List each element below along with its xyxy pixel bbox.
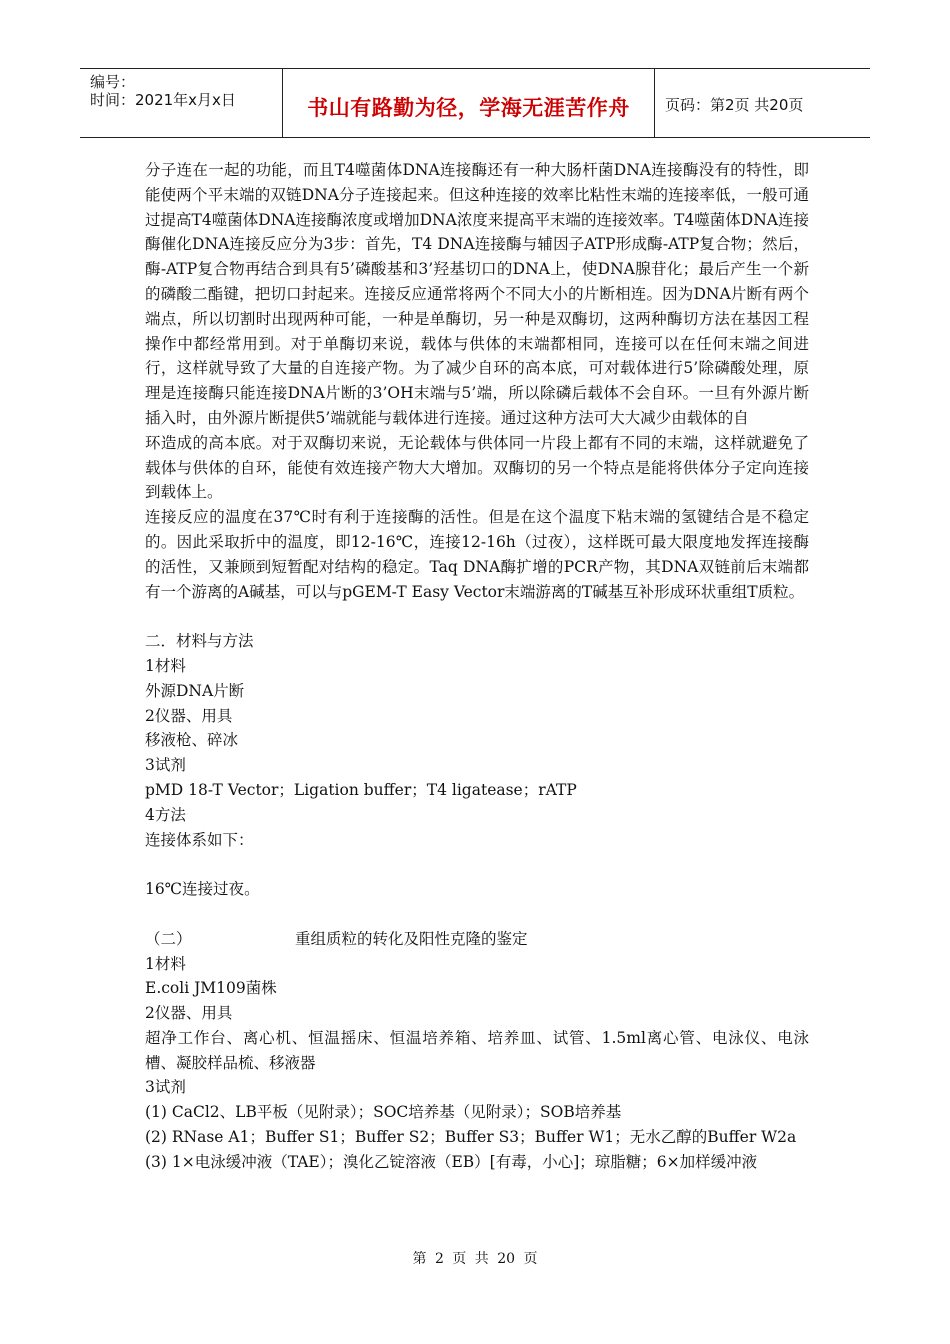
heading-instruments: 2仪器、用具 <box>145 706 233 725</box>
instruments-text-2: 超净工作台、离心机、恒温摇床、恒温培养箱、培养皿、试管、1.5ml离心管、电泳仪、电泳槽、凝胶样品梳、移液器 <box>145 1028 809 1072</box>
document-body <box>145 158 809 1175</box>
materials-text-2: E.coli JM109菌株 <box>145 979 277 998</box>
method-text: 连接体系如下： <box>145 830 254 849</box>
subsection-heading <box>145 927 809 952</box>
heading-method: 4方法 <box>145 805 186 824</box>
page-header <box>80 68 870 138</box>
reagents-text: pMD 18-T Vector；Ligation buffer；T4 ligatease；rATP <box>145 780 577 799</box>
heading-materials-2: 1材料 <box>145 954 186 973</box>
header-motto: 书山有路勤为径，学海无涯苦作舟 <box>307 96 630 120</box>
document-date-label: 时间：2021年x月x日 <box>90 91 236 109</box>
reagent-item-1: (1) CaCl2、LB平板（见附录）；SOC培养基（见附录）；SOB培养基 <box>145 1103 622 1122</box>
reagent-item-3: (3) 1×电泳缓冲液（TAE）；溴化乙锭溶液（EB）[有毒，小心]；琼脂糖；6×加样缓冲液 <box>145 1152 758 1171</box>
subsection-title: 重组质粒的转化及阳性克隆的鉴定 <box>295 929 528 948</box>
document-number-label: 编号： <box>90 73 136 91</box>
header-middle-cell <box>283 69 655 137</box>
section-title-materials-methods: 二．材料与方法 <box>145 632 254 651</box>
heading-materials: 1材料 <box>145 656 186 675</box>
body-paragraph-2: 环造成的高本底。对于双酶切来说，无论载体与供体同一片段上都有不同的末端，这样就避免了载体与供体的自环，能使有效连接产物大大增加。双酶切的另一个特点是能将供体分子定向连接到载体上。 <box>145 433 809 502</box>
header-right-cell <box>655 69 870 137</box>
body-paragraph-1: 分子连在一起的功能，而且T4噬菌体DNA连接酶还有一种大肠杆菌DNA连接酶没有的特性，即能使两个平末端的双链DNA分子连接起来。但这种连接的效率比粘性末端的连接率低，一般可通过提高T4噬菌体DNA连接酶浓度或增加DNA浓度来提高平末端的连接效率。T4噬菌体DNA连接酶催化DNA连接反应分为3步：首先，T4 DNA连接酶与辅因子ATP形成酶-ATP复合物；然后，酶-ATP复合物再结合到具有5’磷酸基和3’羟基切口的DNA上，使DNA腺苷化；最后产生一个新的磷酸二酯键，把切口封起来。连接反应通常将两个不同大小的片断相连。因为DNA片断有两个端点，所以切割时出现两种可能，一种是单酶切，另一种是双酶切，这两种酶切方法在基因工程操作中都经常用到。对于单酶切来说，载体与供体的末端都相同，连接可以在任何末端之间进行，这样就导致了大量的自连接产物。为了减少自环的高本底，可对载体进行5’除磷酸处理，原理是连接酶只能连接DNA片断的3’OH末端与5’端，所以除磷后载体不会自环。一旦有外源片断插入时，由外源片断提供5’端就能与载体进行连接。通过这种方法可大大减少由载体的自 <box>145 161 809 427</box>
heading-reagents-2: 3试剂 <box>145 1078 186 1097</box>
body-paragraph-3: 连接反应的温度在37℃时有利于连接酶的活性。但是在这个温度下粘末端的氢键结合是不稳定的。因此采取折中的温度，即12-16℃，连接12-16h（过夜），这样既可最大限度地发挥连接酶的活性，又兼顾到短暂配对结构的稳定。Taq DNA酶扩增的PCR产物，其DNA双链前后末端都有一个游离的A碱基，可以与pGEM-T Easy Vector末端游离的T碱基互补形成环状重组T质粒。 <box>145 508 809 601</box>
method-note: 16℃连接过夜。 <box>145 880 260 899</box>
heading-reagents: 3试剂 <box>145 756 186 775</box>
header-left-cell <box>80 69 283 137</box>
header-page-info: 页码：第2页 共20页 <box>665 96 804 114</box>
heading-instruments-2: 2仪器、用具 <box>145 1004 233 1023</box>
subsection-number: （二） <box>145 929 192 948</box>
page-footer: 第 2 页 共 20 页 <box>412 1251 538 1267</box>
reagent-item-2: (2) RNase A1；Buffer S1；Buffer S2；Buffer S3；Buffer W1；无水乙醇的Buffer W2a <box>145 1128 797 1147</box>
instruments-text: 移液枪、碎冰 <box>145 731 239 750</box>
materials-text: 外源DNA片断 <box>145 681 245 700</box>
